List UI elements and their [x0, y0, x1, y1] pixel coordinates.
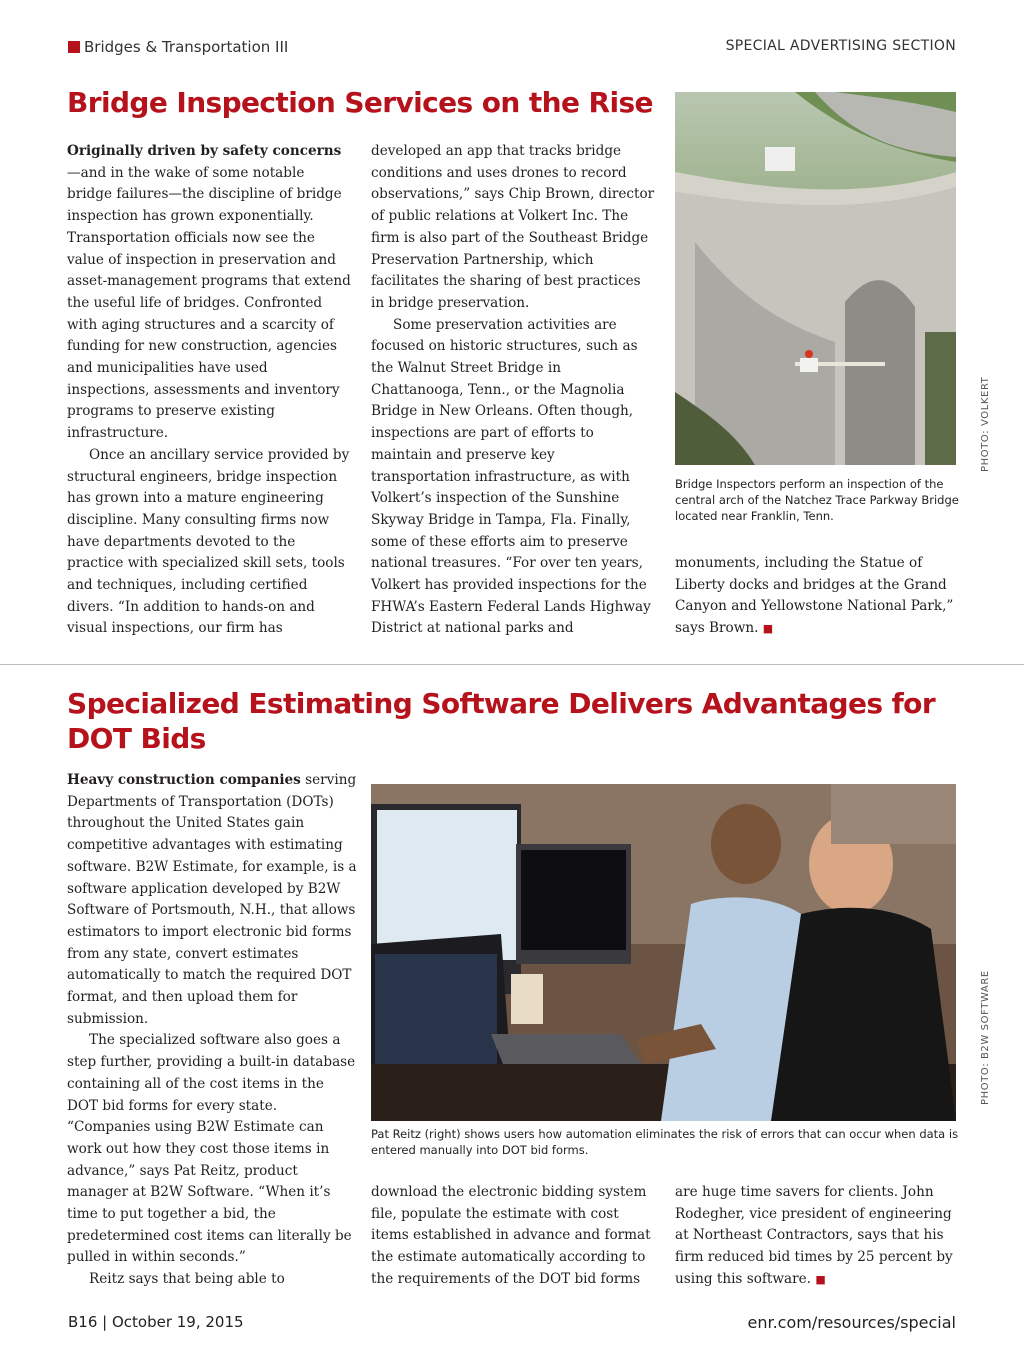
bridge-photo-credit: PHOTO: VOLKERT — [980, 376, 991, 472]
end-mark-icon: ■ — [815, 1272, 826, 1286]
bridge-photo-caption: Bridge Inspectors perform an inspection of the central arch of the Natchez Trace Parkway Bridge located near Franklin, Tenn. — [675, 477, 959, 523]
article2-column-3 — [675, 1182, 960, 1291]
article2-paragraph: Reitz says that being able to — [89, 1271, 285, 1288]
article1-paragraph: Some preservation activities are focused on historic structures, such as the Walnut Street Bridge in Chattanooga, Tenn., or the Magnolia Bridge in New Orleans. Often though, inspections are part of efforts to maintain and preserve key transportation infrastructure, as with Volkert’s inspection of the Sunshine Skyway Bridge in Tampa, Fla. Finally, some of these efforts aim to preserve national treasures. “For over ten years, Volkert has provided inspections for the FHWA’s Eastern Federal Lands Highway District at national parks and — [371, 316, 651, 637]
article1-paragraph: developed an app that tracks bridge conditions and uses drones to record observations,” says Chip Brown, director of public relations at Volkert Inc. The firm is also part of the Southeast Bridge Preservation Partnership, which facilitates the sharing of best practices in bridge preservation. — [371, 143, 655, 311]
software-demo-photo — [371, 784, 956, 1121]
software-photo-illustration — [371, 784, 956, 1121]
article1-paragraph-text: monuments, including the Statue of Liberty docks and bridges at the Grand Canyon and Yellowstone National Park,” says Brown. — [675, 555, 954, 637]
article2-paragraph: The specialized software also goes a step further, providing a built-in database containing all of the cost items in the DOT bid forms for every state. “Companies using B2W Estimate can work out how they cost those items in advance,” says Pat Reitz, product manager at B2W Software. “When it’s time to put together a bid, the predetermined cost items can literally be pulled in within seconds.” — [67, 1032, 356, 1266]
end-mark-icon: ■ — [762, 622, 774, 636]
article1-column-3 — [675, 553, 960, 640]
article1-paragraph: Once an ancillary service provided by structural engineers, bridge inspection has grown into a mature engineering discipline. Many consulting firms now have departments devoted to the practice with specialized skill sets, tools and techniques, including certified divers. “In addition to hands-on and visual inspections, our firm has — [67, 446, 350, 637]
article2-lead-in: Heavy construction companies — [67, 772, 301, 788]
advertising-label: SPECIAL ADVERTISING SECTION — [725, 38, 956, 54]
article2-column-1 — [67, 770, 357, 1291]
page-folio: B16 | October 19, 2015 — [68, 1313, 244, 1331]
bridge-photo-illustration — [675, 92, 956, 465]
article1-column-1 — [67, 141, 352, 640]
article1-paragraph — [67, 141, 352, 445]
software-photo-credit: PHOTO: B2W SOFTWARE — [980, 970, 991, 1105]
article2-title: Specialized Estimating Software Delivers Advantages for DOT Bids — [67, 687, 936, 755]
software-photo-caption: Pat Reitz (right) shows users how automation eliminates the risk of errors that can occur when data is entered manually into DOT bid forms. — [371, 1127, 959, 1157]
article1-column-2 — [371, 141, 656, 640]
bridge-inspection-photo — [675, 92, 956, 465]
section-divider — [0, 664, 1024, 665]
article2-paragraph — [675, 1182, 960, 1291]
website-url: enr.com/resources/special — [747, 1313, 956, 1332]
article1-paragraph — [675, 553, 960, 640]
article2-paragraph-text: serving Departments of Transportation (DOTs) throughout the United States gain competitive advantages with estimating software. B2W Estimate, for example, is a software application developed by B2W Software of Portsmouth, N.H., that allows estimators to import electronic bid forms from any state, convert estimates automatically to match the required DOT format, and then upload them for submission. — [67, 772, 357, 1027]
article2-paragraph — [67, 770, 357, 1030]
article2-paragraph-text: are huge time savers for clients. John Rodegher, vice president of engineering at Northeast Contractors, says that his firm reduced bid times by 25 percent by using this software. — [675, 1184, 953, 1287]
article2-column-2 — [371, 1182, 656, 1291]
section-header — [68, 38, 288, 56]
article1-paragraph-text: —and in the wake of some notable bridge failures—the discipline of bridge inspection has grown exponentially. Transportation officials now see the value of inspection in preservation and asset-management programs that extend the useful life of bridges. Confronted with aging structures and a scarcity of funding for new construction, agencies and municipalities have used inspections, assessments and inventory programs to preserve existing infrastructure. — [67, 164, 351, 442]
section-marker-icon — [68, 41, 80, 53]
article2-paragraph: download the electronic bidding system file, populate the estimate with cost items established in advance and format the estimate automatically according to the requirements of the DOT bid forms — [371, 1184, 651, 1287]
article1-lead-in: Originally driven by safety concerns — [67, 143, 342, 159]
article1-title: Bridge Inspection Services on the Rise — [67, 86, 653, 119]
section-title: Bridges & Transportation III — [84, 38, 289, 56]
